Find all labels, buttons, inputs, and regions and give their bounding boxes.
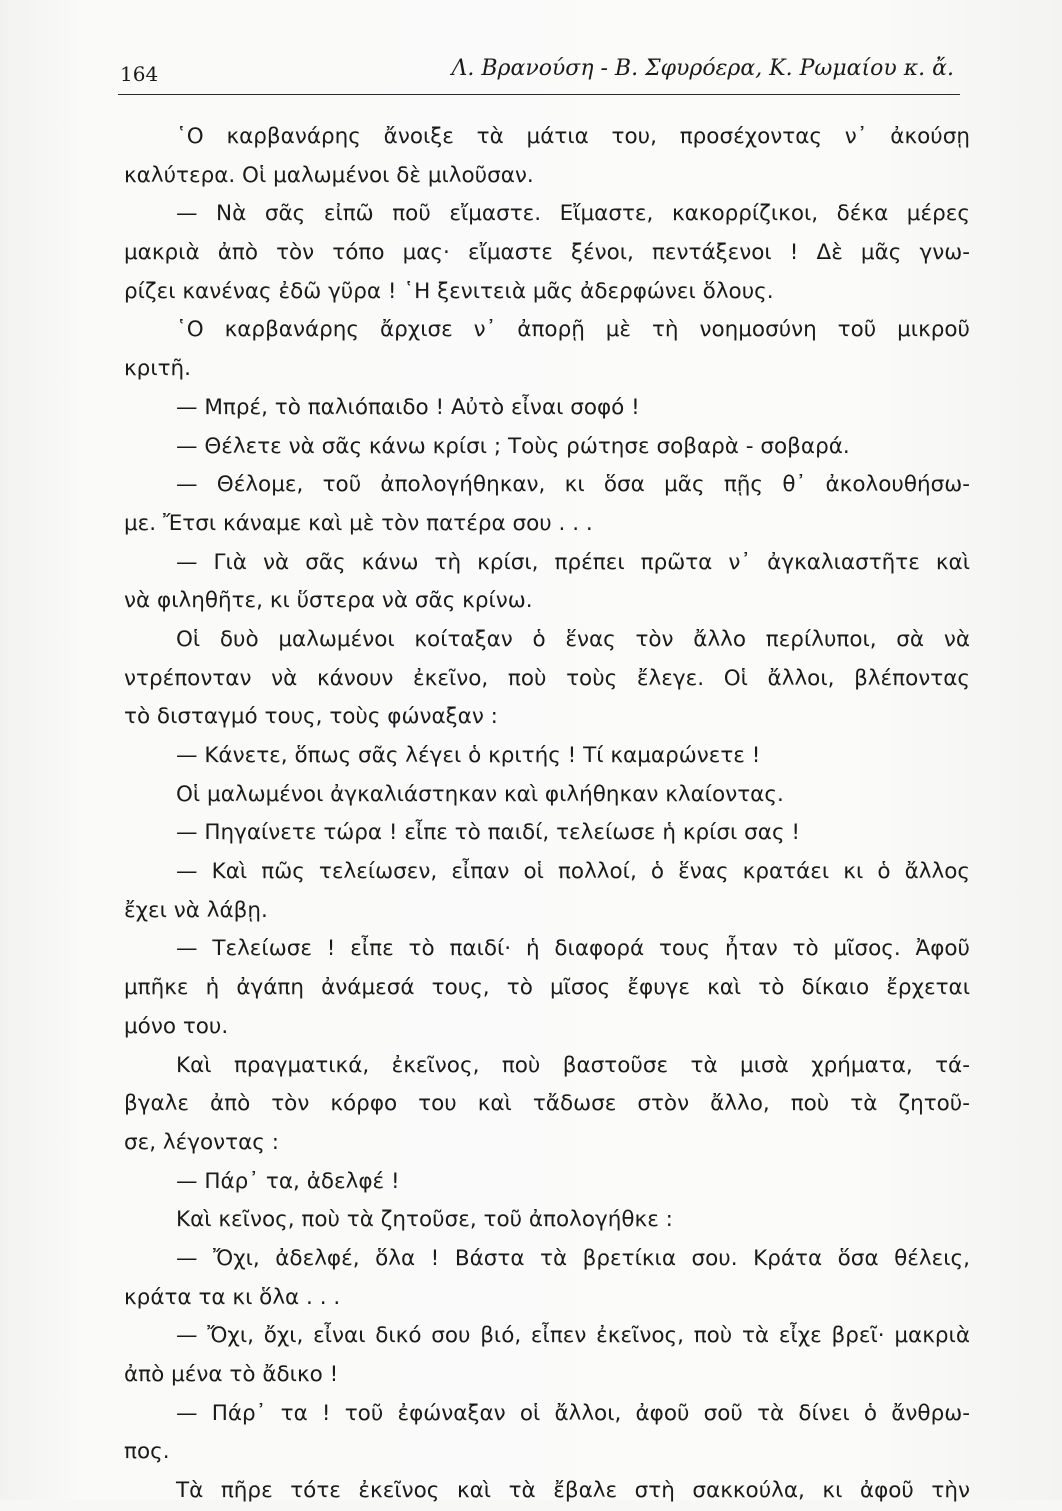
text-line: κριτῆ. [124, 356, 191, 382]
text-line: ῾Ο καρβανάρης ἄνοιξε τὰ μάτια του, προσέχοντας ν᾽ ἀκούσῃ [176, 124, 970, 149]
text-line: μακριὰ ἀπὸ τὸν τόπο μας· εἴμαστε ξένοι, πεντάξενοι ! Δὲ μᾶς γνω- [124, 240, 970, 266]
text-line: — Τελείωσε ! εἶπε τὸ παιδί· ἡ διαφορά τους ἦταν τὸ μῖσος. Ἀφοῦ [176, 936, 970, 962]
text-line: σε, λέγοντας : [124, 1129, 279, 1155]
text-line: Τὰ πῆρε τότε ἐκεῖνος καὶ τὰ ἔβαλε στὴ σακκούλα, κι ἀφοῦ τὴν [176, 1478, 970, 1504]
text-line: τὸ δισταγμό τους, τοὺς φώναξαν : [124, 704, 498, 730]
text-line: — Γιὰ νὰ σᾶς κάνω τὴ κρίσι, πρέπει πρῶτα ν᾽ ἀγκαλιαστῆτε καὶ [176, 549, 970, 575]
text-line: ἀπὸ μένα τὸ ἄδικο ! [124, 1362, 339, 1387]
text-line: — Πάρ᾽ τα ! τοῦ ἐφώναξαν οἱ ἄλλοι, ἀφοῦ σοῦ τὰ δίνει ὁ ἄνθρω- [176, 1400, 970, 1426]
text-line: νὰ φιληθῆτε, κι ὕστερα νὰ σᾶς κρίνω. [124, 588, 533, 614]
text-line: ῾Ο καρβανάρης ἄρχισε ν᾽ ἀπορῇ μὲ τὴ νοημοσύνη τοῦ μικροῦ [176, 317, 970, 343]
text-line: — Μπρέ, τὸ παλιόπαιδο ! Αὐτὸ εἶναι σοφό ! [176, 394, 640, 420]
text-line: Οἱ μαλωμένοι ἀγκαλιάστηκαν καὶ φιλήθηκαν κλαίοντας. [176, 781, 784, 807]
text-line: με. Ἔτσι κάναμε καὶ μὲ τὸν πατέρα σου . . . [124, 510, 593, 536]
text-line: κράτα τα κι ὅλα . . . [124, 1284, 341, 1310]
text-line: καλύτερα. Οἱ μαλωμένοι δὲ μιλοῦσαν. [124, 162, 534, 188]
page-header [118, 50, 958, 90]
text-line: — Κάνετε, ὅπως σᾶς λέγει ὁ κριτής ! Τί καμαρώνετε ! [176, 743, 761, 768]
text-line: — Θέλομε, τοῦ ἀπολογήθηκαν, κι ὅσα μᾶς πῇς θ᾽ ἀκολουθήσω- [176, 472, 970, 498]
text-line: ἔχει νὰ λάβῃ. [124, 897, 268, 923]
running-head: Λ. Βρανούση - Β. Σφυρόερα, Κ. Ρωμαίου κ. ἄ. [451, 56, 954, 81]
text-line: — Ὄχι, ἀδελφέ, ὅλα ! Βάστα τὰ βρετίκια σου. Κράτα ὅσα θέλεις, [176, 1245, 970, 1271]
text-line: — Πηγαίνετε τώρα ! εἶπε τὸ παιδί, τελείωσε ἡ κρίσι σας ! [176, 820, 801, 846]
text-line: — Καὶ πῶς τελείωσεν, εἶπαν οἱ πολλοί, ὁ ἕνας κρατάει κι ὁ ἄλλος [176, 859, 970, 885]
text-line: Καὶ κεῖνος, ποὺ τὰ ζητοῦσε, τοῦ ἀπολογήθκε : [176, 1207, 673, 1233]
page-number: 164 [120, 62, 159, 86]
text-line: πος. [124, 1439, 170, 1465]
body-text [124, 118, 970, 1511]
text-line: Οἱ δυὸ μαλωμένοι κοίταξαν ὁ ἕνας τὸν ἄλλο περίλυποι, σὰ νὰ [176, 626, 970, 652]
text-line: — Θέλετε νὰ σᾶς κάνω κρίσι ; Τοὺς ρώτησε σοβαρὰ - σοβαρά. [176, 433, 850, 459]
text-line: μπῆκε ἡ ἀγάπη ἀνάμεσά τους, τὸ μῖσος ἔφυγε καὶ τὸ δίκαιο ἔρχεται [124, 975, 970, 1001]
header-rule [118, 94, 960, 95]
text-line: — Νὰ σᾶς εἰπῶ ποῦ εἴμαστε. Εἴμαστε, κακορρίζικοι, δέκα μέρες [176, 201, 970, 227]
text-line: βγαλε ἀπὸ τὸν κόρφο του καὶ τἄδωσε στὸν ἄλλο, ποὺ τὰ ζητοῦ- [124, 1091, 970, 1117]
text-line: Καὶ πραγματικά, ἐκεῖνος, ποὺ βαστοῦσε τὰ μισὰ χρήματα, τά- [176, 1052, 970, 1078]
text-line: μόνο του. [124, 1013, 229, 1039]
text-line: — Ὄχι, ὄχι, εἶναι δικό σου βιό, εἶπεν ἐκεῖνος, ποὺ τὰ εἶχε βρεῖ· μακριὰ [176, 1323, 970, 1349]
text-line: ρίζει κανένας ἐδῶ γῦρα ! ῾Η ξενιτειὰ μᾶς ἀδερφώνει ὅλους. [124, 278, 774, 304]
text-line: — Πάρ᾽ τα, ἀδελφέ ! [176, 1168, 400, 1194]
text-line: ντρέπονταν νὰ κάνουν ἐκεῖνο, ποὺ τοὺς ἔλεγε. Οἱ ἄλλοι, βλέποντας [124, 665, 970, 691]
